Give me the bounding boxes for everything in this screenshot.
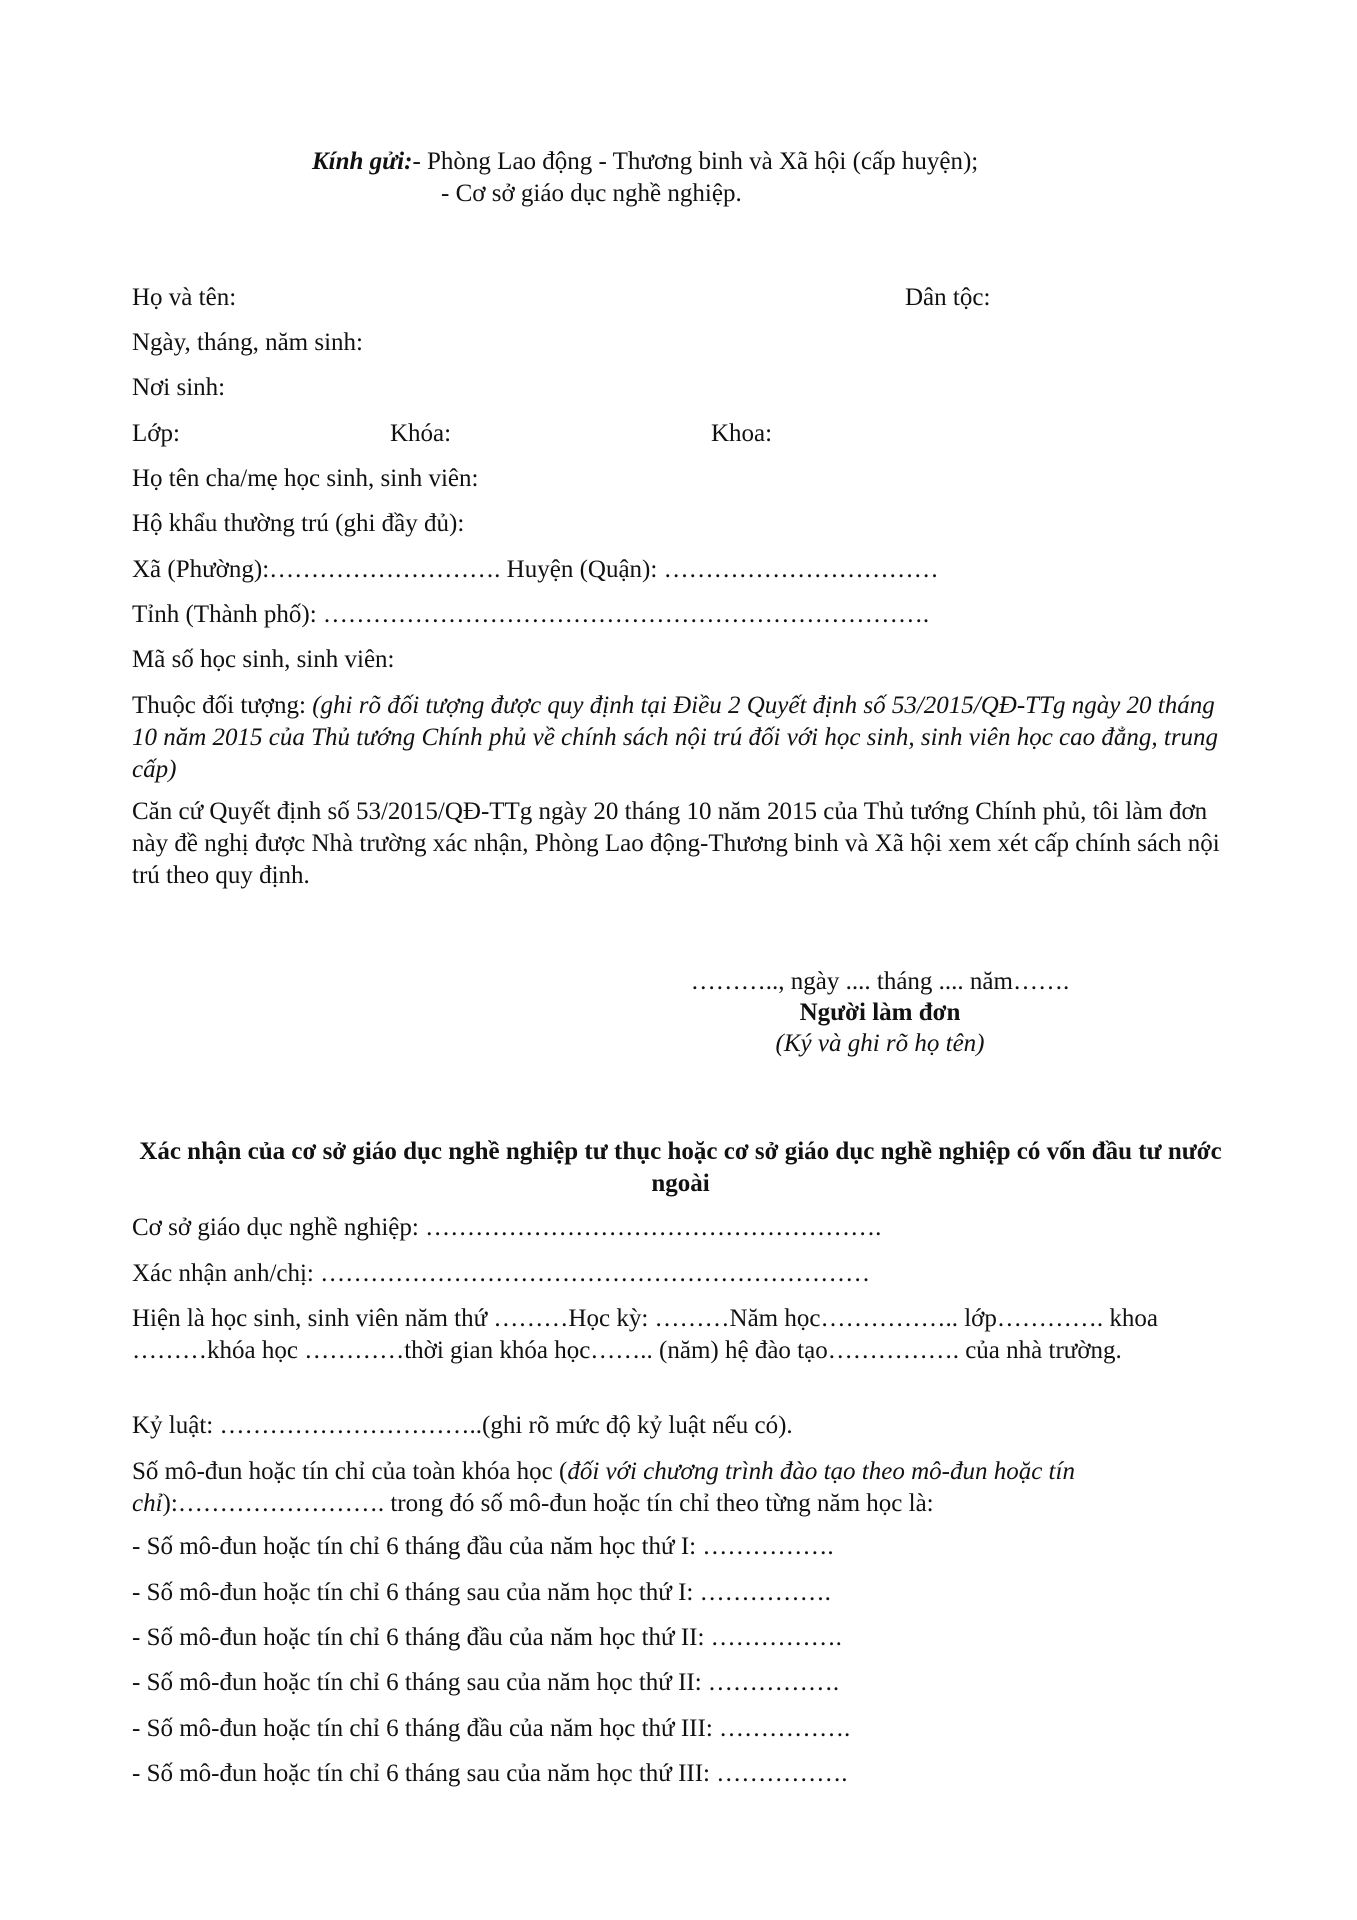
module-count-note: đối với chương trình đào tạo theo mô-đun hoặc tín chỉ [132, 1458, 1075, 1517]
birth-date-label: Ngày, tháng, năm sinh: [132, 329, 363, 356]
institution-field: Cơ sở giáo dục nghề nghiệp: ………………………………………………. [132, 1214, 882, 1241]
module-item: - Số mô-đun hoặc tín chỉ 6 tháng đầu của năm học thứ II: ……………. [132, 1624, 842, 1651]
current-study-paragraph: Hiện là học sinh, sinh viên năm thứ ………Học kỳ: ………Năm học…………….. lớp…………. khoa ………khóa học …………thời gian khóa học…….. (năm) hệ đào tạo……………. của nhà trường. [132, 1305, 1158, 1364]
request-paragraph: Căn cứ Quyết định số 53/2015/QĐ-TTg ngày 20 tháng 10 năm 2015 của Thủ tướng Chính phủ, tôi làm đơn này đề nghị được Nhà trường xác nhận, Phòng Lao động-Thương binh và Xã hội xem xét cấp chính sách nội trú theo quy định. [132, 798, 1220, 889]
student-id-label: Mã số học sinh, sinh viên: [132, 646, 395, 673]
module-item: - Số mô-đun hoặc tín chỉ 6 tháng sau của năm học thứ III: ……………. [132, 1760, 848, 1787]
salutation-line-1 [312, 146, 978, 178]
beneficiary-group-note: (ghi rõ đối tượng được quy định tại Điều 2 Quyết định số 53/2015/QĐ-TTg ngày 20 tháng 10 năm 2015 của Thủ tướng Chính phủ về chính sách nội trú đối với học sinh, sinh viên học cao đẳng, trung cấp) [132, 692, 1219, 783]
module-item: - Số mô-đun hoặc tín chỉ 6 tháng sau của năm học thứ II: ……………. [132, 1669, 840, 1696]
province-field: Tỉnh (Thành phố): ………………………………………………………………. [132, 601, 930, 628]
discipline-field: Kỷ luật: …………………………..(ghi rõ mức độ kỷ luật nếu có). [132, 1412, 793, 1439]
course-label: Khóa: [390, 420, 452, 447]
module-item: - Số mô-đun hoặc tín chỉ 6 tháng sau của năm học thứ I: ……………. [132, 1579, 831, 1606]
birth-place-label: Nơi sinh: [132, 374, 226, 401]
salutation-recipient-1: - Phòng Lao động - Thương binh và Xã hội (cấp huyện); [412, 148, 979, 175]
module-item: - Số mô-đun hoặc tín chỉ 6 tháng đầu của năm học thứ III: ……………. [132, 1715, 851, 1742]
signature-note: (Ký và ghi rõ họ tên) [775, 1030, 985, 1057]
permanent-residence-label: Hộ khẩu thường trú (ghi đầy đủ): [132, 510, 465, 537]
confirm-person-field: Xác nhận anh/chị: ………………………………………………………… [132, 1260, 871, 1287]
class-label: Lớp: [132, 420, 180, 447]
full-name-label: Họ và tên: [132, 284, 237, 311]
beneficiary-group-label: Thuộc đối tượng: [132, 692, 313, 719]
ethnicity-label: Dân tộc: [905, 284, 991, 311]
signature-title: Người làm đơn [799, 999, 961, 1026]
module-count-text-a: Số mô-đun hoặc tín chỉ của toàn khóa học ( [132, 1458, 568, 1485]
signature-date: ……….., ngày .... tháng .... năm……. [690, 968, 1070, 995]
module-count-paragraph [132, 1456, 1237, 1520]
beneficiary-group [132, 690, 1237, 786]
module-item: - Số mô-đun hoặc tín chỉ 6 tháng đầu của năm học thứ I: ……………. [132, 1533, 834, 1560]
commune-district-field: Xã (Phường):………………………. Huyện (Quận): …………………………… [132, 556, 939, 583]
faculty-label: Khoa: [711, 420, 773, 447]
salutation-recipient-2: - Cơ sở giáo dục nghề nghiệp. [441, 180, 742, 207]
parent-name-label: Họ tên cha/mẹ học sinh, sinh viên: [132, 465, 479, 492]
confirmation-heading: Xác nhận của cơ sở giáo dục nghề nghiệp tư thục hoặc cơ sở giáo dục nghề nghiệp có vốn đầu tư nước ngoài [139, 1138, 1222, 1197]
salutation-label: Kính gửi: [312, 148, 413, 175]
module-count-text-b: ):……………………. trong đó số mô-đun hoặc tín chỉ theo từng năm học là: [162, 1490, 934, 1517]
